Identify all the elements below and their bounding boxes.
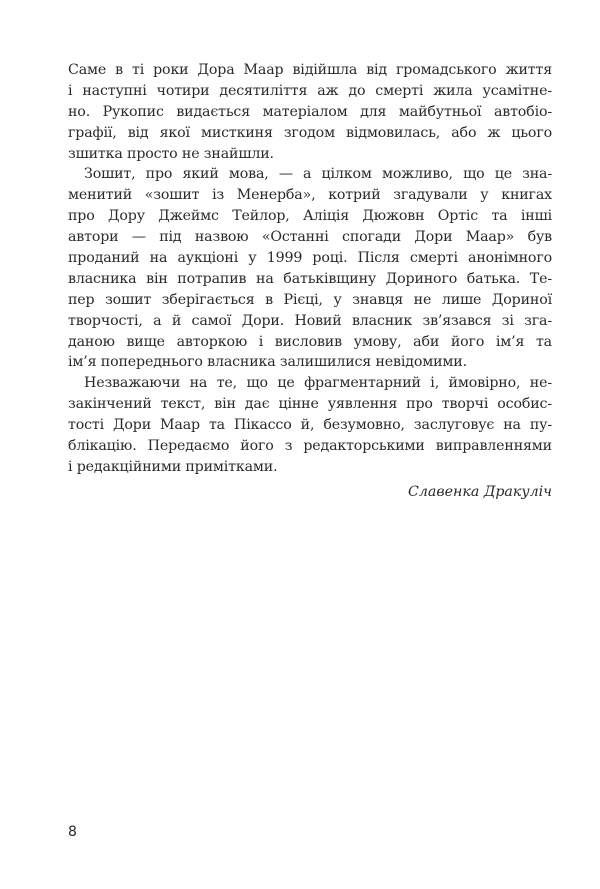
page-number: 8 [68,824,77,840]
text-line: блікацію. Передаємо його з редакторськими виправленнями [68,438,552,455]
text-line: ім’я попереднього власника залишилися невідомими. [68,354,467,371]
text-line: про Дору Джеймс Тейлор, Аліція Дюжовн Ортіс та інші [68,208,552,225]
text-line: автори — під назвою «Останні спогади Дори Маар» був [68,229,552,246]
text-line: менитий «зошит із Менерба», котрий згадували у книгах [68,187,552,204]
text-line: но. Рукопис видається матеріалом для майбутньої автобіо- [68,103,552,120]
body-text [68,60,552,504]
text-line: власника він потрапив на батьківщину Дориного батька. Те- [68,270,552,287]
author-signature: Славенка Дракуліч [408,483,552,500]
paragraph [68,60,552,164]
text-line: тості Дори Маар та Пікассо й, безумовно, заслуговує на пу- [68,417,552,434]
text-line: даною вище авторкою і висловив умову, аби його ім’я та [68,333,552,350]
text-line: творчості, а й самої Дори. Новий власник зв’язався зі зга- [68,312,552,329]
paragraph [68,164,552,373]
text-line: Саме в ті роки Дора Маар відійшла від громадського життя [68,62,552,78]
text-line: і редакційними примітками. [68,458,278,475]
text-line: і наступні чотири десятиліття аж до смерті жила усамітне- [68,82,552,99]
text-line: пер зошит зберігається в Рієці, у знавця не лише Дориної [68,291,552,308]
text-line: закінчений текст, він дає цінне уявлення про творчі особис- [68,396,552,413]
text-line: проданий на аукціоні у 1999 році. Після смерті анонімного [68,250,552,267]
text-line: зшитка просто не знайшли. [68,145,274,162]
text-line: графії, від якої мисткиня згодом відмовилась, або ж цього [68,124,552,141]
text-line: Незважаючи на те, що це фрагментарний і, ймовірно, не- [84,375,552,392]
paragraph [68,373,552,477]
text-line: Зошит, про який мова, — а цілком можливо, що це зна- [84,166,552,183]
